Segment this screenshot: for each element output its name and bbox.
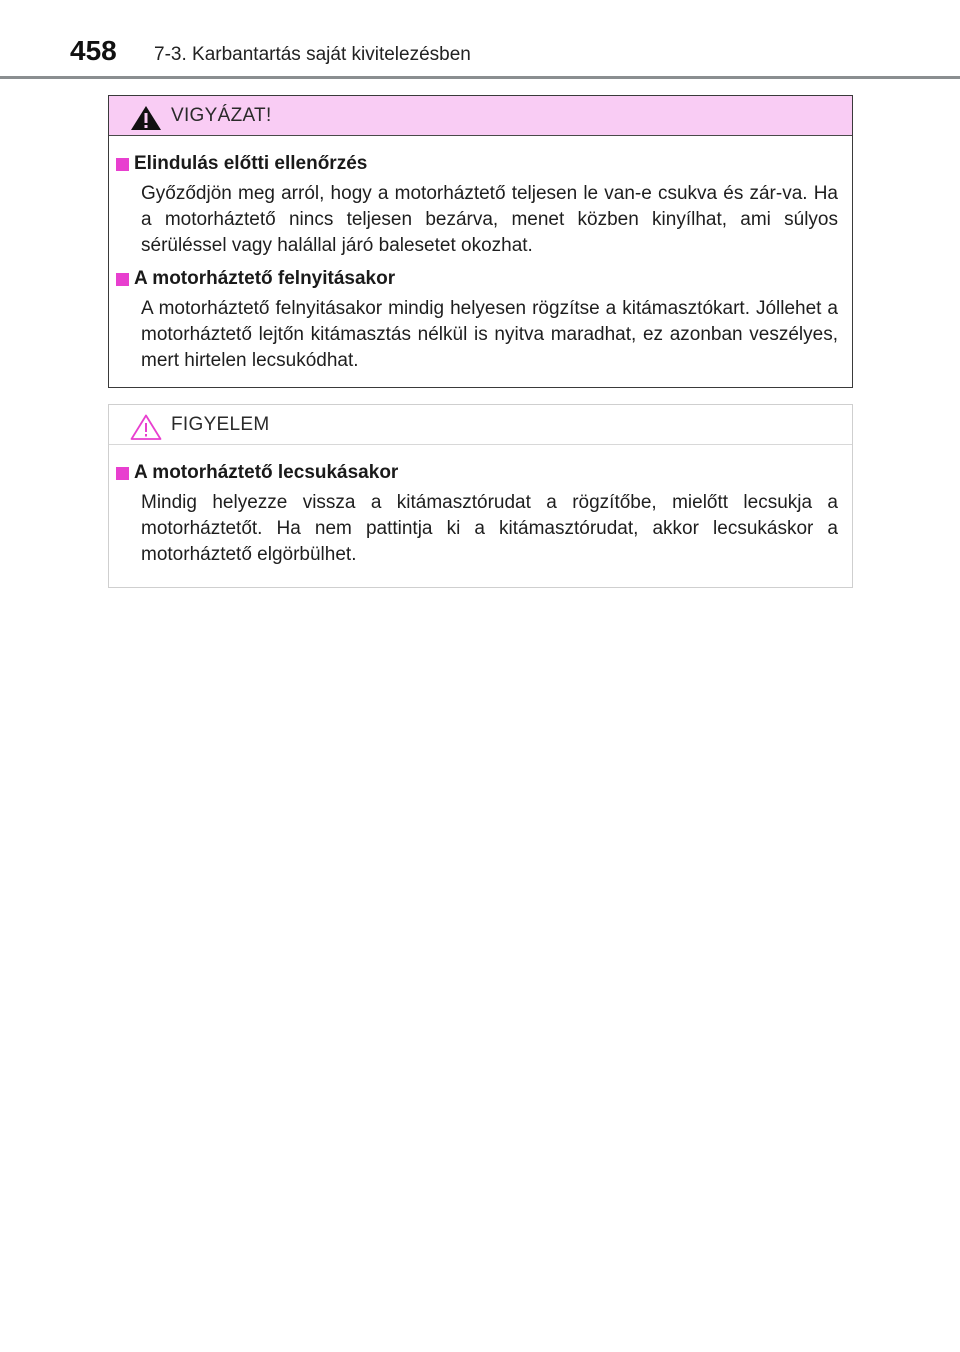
notice-box [108, 404, 853, 588]
warning-box-header [109, 96, 852, 136]
header-divider [0, 76, 960, 79]
warning-triangle-outline-icon [129, 413, 163, 441]
notice-box-body [109, 445, 852, 568]
notice-box-header [109, 405, 852, 445]
page-number: 458 [70, 35, 117, 66]
warning-box-body [109, 136, 852, 374]
list-item [116, 461, 838, 568]
item-text: A motorháztető felnyitásakor mindig helyesen rögzítse a kitámasztókart. Jóllehet a motorháztető lejtőn kitámasztás nélkül is nyitva maradhat, ez azonban veszélyes, mert hirtelen lecsukódhat. [141, 298, 838, 371]
warning-box-label: VIGYÁZAT! [171, 105, 272, 126]
notice-box-label: FIGYELEM [171, 414, 270, 435]
item-title: Elindulás előtti ellenőrzés [134, 153, 368, 174]
item-text: Mindig helyezze vissza a kitámasztórudat a rögzítőbe, mielőtt lecsukja a motorháztetőt. Ha nem pattintja ki a kitámasztórudat, akkor lecsukáskor a motorháztető elgörbülhet. [141, 492, 838, 565]
item-title: A motorháztető lecsukásakor [134, 462, 399, 483]
page-header [70, 34, 960, 78]
warning-triangle-filled-icon [129, 104, 163, 132]
item-text: Győződjön meg arról, hogy a motorháztető teljesen le van-e csukva és zár-va. Ha a motorháztető nincs teljesen bezárva, menet közben kinyílhat, ami súlyos sérüléssel vagy halállal járó balesetet okozhat. [141, 183, 838, 256]
square-bullet-icon [116, 158, 129, 171]
square-bullet-icon [116, 467, 129, 480]
item-title: A motorháztető felnyitásakor [134, 268, 396, 289]
section-title: 7-3. Karbantartás saját kivitelezésben [154, 44, 471, 65]
list-item [116, 152, 838, 259]
warning-box [108, 95, 853, 388]
list-item [116, 267, 838, 374]
square-bullet-icon [116, 273, 129, 286]
